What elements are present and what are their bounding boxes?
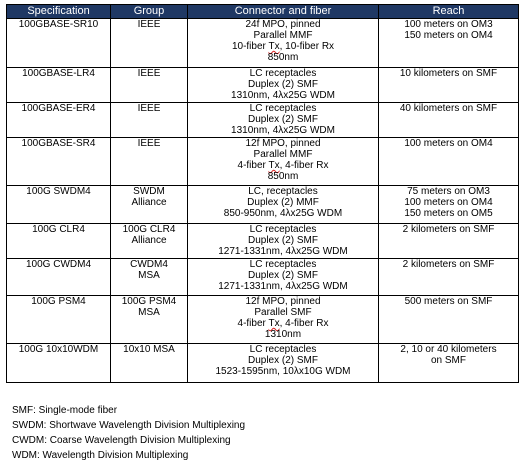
header-group: Group xyxy=(111,5,188,19)
table-body xyxy=(7,19,519,383)
cell-specification xyxy=(7,68,111,103)
connector-line: 4-fiber Tx, 4-fiber Rx xyxy=(237,318,329,329)
header-reach: Reach xyxy=(379,5,519,19)
cell-group xyxy=(111,19,188,68)
cell-reach xyxy=(379,68,519,103)
cell-reach xyxy=(379,344,519,383)
cell-group xyxy=(111,296,188,344)
connector-line: Duplex (2) SMF xyxy=(247,235,318,246)
table-row xyxy=(7,138,519,186)
group-line: IEEE xyxy=(137,138,161,149)
footnote-smf: SMF: Single-mode fiber xyxy=(12,405,118,416)
table-row xyxy=(7,344,519,383)
connector-line: Duplex (2) SMF xyxy=(247,355,318,366)
spec-text: 100GBASE-ER4 xyxy=(21,103,96,114)
cell-connector-fiber xyxy=(188,224,379,259)
reach-line: 100 meters on OM4 xyxy=(404,138,493,149)
connector-line: Parallel MMF xyxy=(253,149,313,160)
reach-line: 100 meters on OM3 xyxy=(404,19,493,30)
cell-specification xyxy=(7,224,111,259)
spec-text: 100G CWDM4 xyxy=(25,259,91,270)
connector-line: 850nm xyxy=(267,52,299,63)
cell-connector-fiber xyxy=(188,259,379,296)
connector-line: 850nm xyxy=(267,171,299,182)
connector-line: 4-fiber Tx, 4-fiber Rx xyxy=(237,160,329,171)
spec-text: 100GBASE-SR4 xyxy=(21,138,96,149)
reach-line: 150 meters on OM5 xyxy=(404,208,493,219)
connector-line: 850-950nm, 4λx25G WDM xyxy=(223,208,343,219)
reach-line: 2 kilometers on SMF xyxy=(402,224,495,235)
header-row xyxy=(7,5,519,19)
table-row xyxy=(7,19,519,68)
cell-group xyxy=(111,259,188,296)
connector-line: Duplex (2) MMF xyxy=(247,197,319,208)
connector-line: LC receptacles xyxy=(249,224,317,235)
cell-group xyxy=(111,68,188,103)
connector-line: 24f MPO, pinned xyxy=(245,19,321,30)
connector-line: 1310nm, 4λx25G WDM xyxy=(231,90,335,101)
spec-text: 100G PSM4 xyxy=(31,296,86,307)
connector-line: LC receptacles xyxy=(249,344,317,355)
connector-line: LC, receptacles xyxy=(248,186,318,197)
group-line: 100G CLR4 xyxy=(122,224,176,235)
connector-line: Parallel MMF xyxy=(253,30,313,41)
group-line: MSA xyxy=(138,270,160,281)
reach-line: 2, 10 or 40 kilometers xyxy=(400,344,497,355)
cell-specification xyxy=(7,19,111,68)
connector-line: 10-fiber Tx, 10-fiber Rx xyxy=(231,41,335,52)
reach-line: 75 meters on OM3 xyxy=(407,186,490,197)
footnote-wdm: WDM: Wavelength Division Multiplexing xyxy=(12,450,189,461)
cell-reach xyxy=(379,224,519,259)
group-line: IEEE xyxy=(137,68,161,79)
connector-line: 12f MPO, pinned xyxy=(245,138,321,149)
group-line: MSA xyxy=(138,307,160,318)
cell-group xyxy=(111,103,188,138)
group-line: Alliance xyxy=(131,235,167,246)
reach-line: 10 kilometers on SMF xyxy=(399,68,498,79)
cell-specification xyxy=(7,103,111,138)
connector-line: 1271-1331nm, 4λx25G WDM xyxy=(218,246,348,257)
group-line: CWDM4 xyxy=(130,259,168,270)
cell-group xyxy=(111,224,188,259)
reach-line: on SMF xyxy=(430,355,466,366)
spec-text: 100GBASE-SR10 xyxy=(18,19,99,30)
cell-reach xyxy=(379,296,519,344)
spellcheck-underline: Tx xyxy=(268,160,280,171)
spellcheck-underline: Tx xyxy=(268,41,280,52)
spec-text: 100G CLR4 xyxy=(32,224,85,235)
group-line: IEEE xyxy=(137,103,161,114)
cell-connector-fiber xyxy=(188,296,379,344)
cell-connector-fiber xyxy=(188,68,379,103)
connector-line: 12f MPO, pinned xyxy=(245,296,321,307)
connector-line: 1271-1331nm, 4λx25G WDM xyxy=(218,281,348,292)
spec-text: 100GBASE-LR4 xyxy=(22,68,95,79)
cell-specification xyxy=(7,259,111,296)
group-line: Alliance xyxy=(131,197,167,208)
cell-specification xyxy=(7,344,111,383)
spec-text: 100G 10x10WDM xyxy=(18,344,99,355)
cell-specification xyxy=(7,186,111,224)
spec-table xyxy=(6,4,519,383)
header-specification: Specification xyxy=(7,5,111,19)
connector-line: 1310nm, 4λx25G WDM xyxy=(231,125,335,136)
connector-line: 1310nm xyxy=(264,329,302,340)
cell-reach xyxy=(379,103,519,138)
table-row xyxy=(7,259,519,296)
cell-group xyxy=(111,138,188,186)
connector-line: LC receptacles xyxy=(249,103,317,114)
reach-line: 500 meters on SMF xyxy=(404,296,493,307)
cell-connector-fiber xyxy=(188,19,379,68)
cell-reach xyxy=(379,186,519,224)
cell-connector-fiber xyxy=(188,344,379,383)
table-row xyxy=(7,224,519,259)
cell-group xyxy=(111,186,188,224)
group-line: 100G PSM4 xyxy=(121,296,177,307)
table-row xyxy=(7,103,519,138)
reach-line: 2 kilometers on SMF xyxy=(402,259,495,270)
connector-line: Parallel SMF xyxy=(254,307,312,318)
cell-reach xyxy=(379,19,519,68)
connector-line: Duplex (2) SMF xyxy=(247,114,318,125)
connector-line: Duplex (2) SMF xyxy=(247,79,318,90)
group-line: IEEE xyxy=(137,19,161,30)
connector-line: LC receptacles xyxy=(249,68,317,79)
cell-group xyxy=(111,344,188,383)
spellcheck-underline: Tx xyxy=(268,318,280,329)
table-row xyxy=(7,186,519,224)
reach-line: 40 kilometers on SMF xyxy=(399,103,498,114)
table-row xyxy=(7,68,519,103)
cell-specification xyxy=(7,296,111,344)
cell-connector-fiber xyxy=(188,103,379,138)
cell-reach xyxy=(379,138,519,186)
cell-connector-fiber xyxy=(188,186,379,224)
footnotes xyxy=(12,403,245,463)
footnote-swdm: SWDM: Shortwave Wavelength Division Multiplexing xyxy=(12,420,246,431)
reach-line: 150 meters on OM4 xyxy=(404,30,493,41)
group-line: 10x10 MSA xyxy=(123,344,175,355)
connector-line: 1523-1595nm, 10λx10G WDM xyxy=(215,366,351,377)
connector-line: Duplex (2) SMF xyxy=(247,270,318,281)
cell-connector-fiber xyxy=(188,138,379,186)
connector-line: LC receptacles xyxy=(249,259,317,270)
cell-reach xyxy=(379,259,519,296)
spec-text: 100G SWDM4 xyxy=(26,186,91,197)
footnote-cwdm: CWDM: Coarse Wavelength Division Multiplexing xyxy=(12,435,231,446)
header-connector-fiber: Connector and fiber xyxy=(188,5,379,19)
table-row xyxy=(7,296,519,344)
group-line: SWDM xyxy=(133,186,165,197)
reach-line: 100 meters on OM4 xyxy=(404,197,493,208)
cell-specification xyxy=(7,138,111,186)
